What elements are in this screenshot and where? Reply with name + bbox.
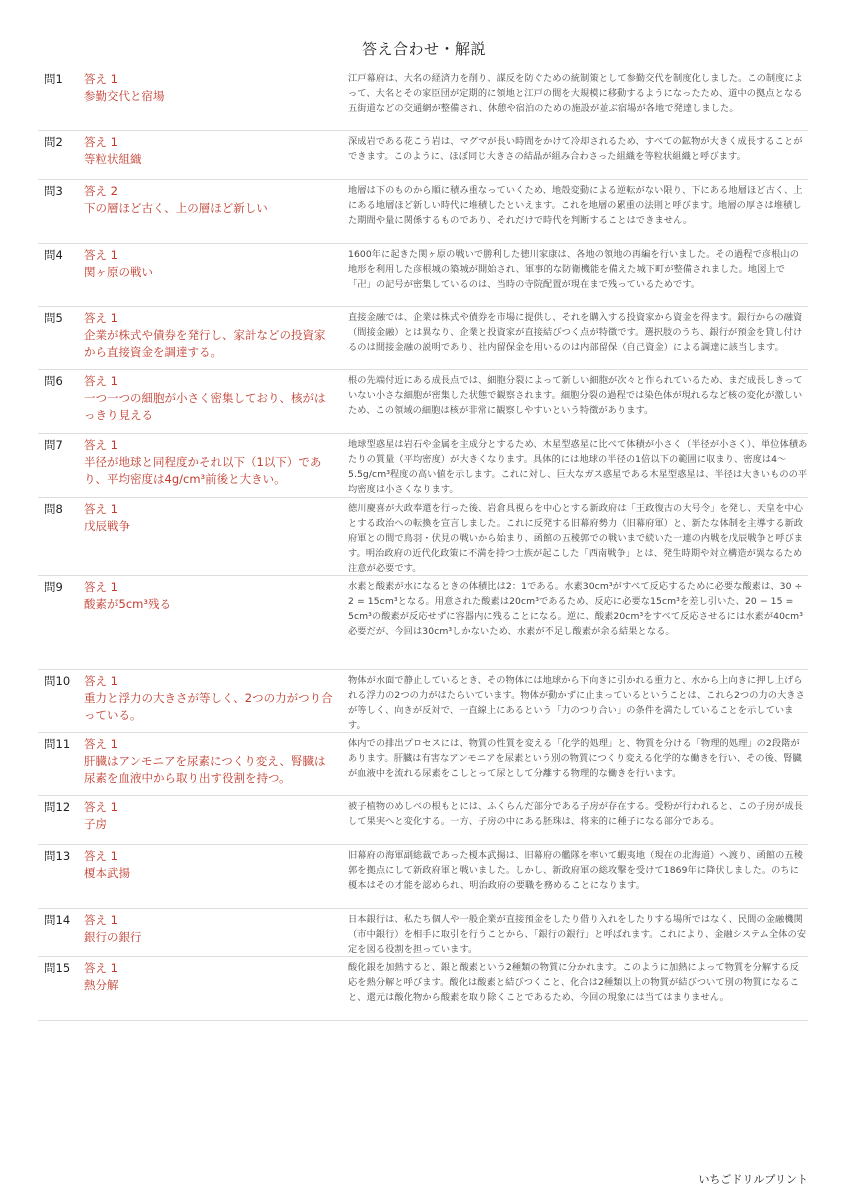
answer-row xyxy=(38,370,808,434)
question-number: 問5 xyxy=(44,311,63,325)
question-number: 問4 xyxy=(44,248,63,262)
answer-label: 答え 1 xyxy=(84,311,118,325)
answer-row xyxy=(38,434,808,498)
answer-text: 榎本武揚 xyxy=(84,866,130,880)
answer-label: 答え 1 xyxy=(84,135,118,149)
answer-row xyxy=(38,68,808,131)
answer-label: 答え 1 xyxy=(84,438,118,452)
answer-text: 下の層ほど古く、上の層ほど新しい xyxy=(84,201,268,215)
explanation-text: 日本銀行は、私たち個人や一般企業が直接預金をしたり借り入れをしたりする場所ではなく、民間の金融機関（市中銀行）を相手に取引を行うことから、「銀行の銀行」と呼ばれます。これにより、金融システム全体の安定を図る役割を担っています。 xyxy=(348,914,807,955)
answer-cell xyxy=(84,247,334,306)
answer-label: 答え 1 xyxy=(84,961,118,975)
answer-cell xyxy=(84,848,334,908)
explanation-text: 水素と酸素が水になるときの体積比は2：1である。水素30cm³がすべて反応するために必要な酸素は、30 ÷ 2 = 15cm³となる。用意された酸素は20cm³であるため、反応に必要な15cm³を差し引いた、20 − 15 = 5cm³の酸素が反応せずに容器内に残ることになる。逆に、酸素20cm³をすべて反応させるには水素が40cm³必要だが、今回は30cm³しかないため、水素が不足し酸素が余る結果となる。 xyxy=(348,581,803,637)
answer-row xyxy=(38,670,808,733)
answer-cell xyxy=(84,799,334,844)
question-number: 問7 xyxy=(44,438,63,452)
answer-label: 答え 1 xyxy=(84,674,118,688)
explanation-text: 1600年に起きた関ヶ原の戦いで勝利した徳川家康は、各地の領地の再編を行いました。その過程で彦根山の地形を利用した彦根城の築城が開始され、軍事的な防衛機能を備えた城下町が整備されました。地図上で「卍」の記号が密集しているのは、当時の寺院配置が現在まで残っているためです。 xyxy=(348,249,800,290)
answer-text: 企業が株式や債券を発行し、家計などの投資家から直接資金を調達する。 xyxy=(84,328,326,359)
answer-label: 答え 1 xyxy=(84,374,118,388)
explanation-text: 根の先端付近にある成長点では、細胞分裂によって新しい細胞が次々と作られているため、まだ成長しきっていない小さな細胞が密集した状態で観察されます。細胞分裂の過程では染色体が現れるなど核の変化が激しいため、この領域の細胞は核が非常に観察しやすいという特徴があります。 xyxy=(348,375,803,416)
answer-row xyxy=(38,796,808,845)
answer-text: 戊辰戦争 xyxy=(84,519,130,533)
answer-cell xyxy=(84,373,334,433)
answer-label: 答え 1 xyxy=(84,800,118,814)
answer-cell xyxy=(84,437,334,497)
answer-label: 答え 1 xyxy=(84,580,118,594)
answer-label: 答え 1 xyxy=(84,502,118,516)
explanation-text: 体内での排出プロセスには、物質の性質を変える「化学的処理」と、物質を分ける「物理的処理」の2段階があります。肝臓は有害なアンモニアを尿素という別の物質につくり変える化学的な働きを行い、その後、腎臓が血液中を流れる尿素をこしとって尿として分離する物理的な働きを行います。 xyxy=(348,738,802,779)
answer-cell xyxy=(84,134,334,179)
question-number: 問1 xyxy=(44,72,63,86)
explanation-text: 被子植物のめしべの根もとには、ふくらんだ部分である子房が存在する。受粉が行われると、この子房が成長して果実へと変化する。一方、子房の中にある胚珠は、将来的に種子になる部分である。 xyxy=(348,801,804,827)
question-number: 問15 xyxy=(44,961,71,975)
answer-label: 答え 1 xyxy=(84,913,118,927)
explanation-text: 地層は下のものから順に積み重なっていくため、地殻変動による逆転がない限り、下にある地層ほど古く、上にある地層ほど新しい時代に堆積したといえます。これを地層の累重の法則と呼びます。地層の厚さは堆積した期間や量に関係するものであり、それだけで時代を判断することはできません。 xyxy=(348,185,803,226)
explanation-text: 地球型惑星は岩石や金属を主成分とするため、木星型惑星に比べて体積が小さく（半径が小さく）、単位体積あたりの質量（平均密度）が大きくなります。具体的には地球の半径の1倍以下の範囲に収まり、密度は4～5.5g/cm³程度の高い値を示します。これに対し、巨大なガス惑星である木星型惑星は、半径は大きいものの平均密度は小さくなります。 xyxy=(348,439,808,495)
explanation-text: 深成岩である花こう岩は、マグマが長い時間をかけて冷却されるため、すべての鉱物が大きく成長することができます。このように、ほぼ同じ大きさの結晶が組み合わさった組織を等粒状組織と呼びます。 xyxy=(348,136,803,162)
answer-text: 酸素が5cm³残る xyxy=(84,597,171,611)
answer-cell xyxy=(84,310,334,369)
answer-text: 参勤交代と宿場 xyxy=(84,89,165,103)
question-number: 問8 xyxy=(44,502,63,516)
answer-row xyxy=(38,307,808,370)
answer-cell xyxy=(84,501,334,575)
question-number: 問9 xyxy=(44,580,63,594)
explanation-text: 徳川慶喜が大政奉還を行った後、岩倉具視らを中心とする新政府は「王政復古の大号令」を発し、天皇を中心とする政治への転換を宣言しました。これに反発する旧幕府勢力（旧幕府軍）と、新たな体制を主導する新政府軍との間で鳥羽・伏見の戦いから始まり、函館の五稜郭での戦いまで続いた一連の内戦を戊辰戦争と呼びます。明治政府の近代化政策に不満を持つ士族が起こした「西南戦争」とは、発生時期や対立構造が異なるため注意が必要です。 xyxy=(348,503,804,574)
explanation-text: 直接金融では、企業は株式や債券を市場に提供し、それを購入する投資家から資金を得ます。銀行からの融資（間接金融）とは異なり、企業と投資家が直接結びつく点が特徴です。選択肢のうち、銀行が預金を貸し付けるのは間接金融の説明であり、社内留保金を用いるのは内部留保（自己資金）による調達に該当します。 xyxy=(348,312,803,353)
question-number: 問3 xyxy=(44,184,63,198)
answer-cell xyxy=(84,912,334,956)
explanation-text: 物体が水面で静止しているとき、その物体には地球から下向きに引かれる重力と、水から上向きに押し上げられる浮力の2つの力がはたらいています。物体が動かずに止まっているということは、これら2つの力の大きさが等しく、向きが反対で、一直線上にあるという「力のつり合い」の条件を満たしていることを示しています。 xyxy=(348,675,805,731)
page-title: 答え合わせ・解説 xyxy=(361,40,486,58)
answer-row xyxy=(38,845,808,909)
answer-row xyxy=(38,733,808,796)
answer-cell xyxy=(84,960,334,1020)
answer-label: 答え 2 xyxy=(84,184,118,198)
question-number: 問10 xyxy=(44,674,71,688)
answer-text: 重力と浮力の大きさが等しく、2つの力がつり合っている。 xyxy=(84,691,333,722)
answer-row xyxy=(38,131,808,180)
answer-text: 半径が地球と同程度かそれ以下（1以下）であり、平均密度は4g/cm³前後と大きい。 xyxy=(84,455,322,486)
answer-text: 子房 xyxy=(84,817,107,831)
answer-text: 熱分解 xyxy=(84,978,119,992)
answer-cell xyxy=(84,736,334,795)
answer-label: 答え 1 xyxy=(84,849,118,863)
explanation-text: 酸化銀を加熱すると、銀と酸素という2種類の物質に分かれます。このように加熱によって物質を分解する反応を熱分解と呼びます。酸化は酸素と結びつくこと、化合は2種類以上の物質が結びついて別の物質になること、還元は酸化物から酸素を取り除くことであるため、今回の現象には当てはまりません。 xyxy=(348,962,800,1003)
answer-list xyxy=(38,68,808,1021)
answer-label: 答え 1 xyxy=(84,72,118,86)
answer-row xyxy=(38,498,808,576)
question-number: 問14 xyxy=(44,913,71,927)
answer-row xyxy=(38,576,808,670)
answer-cell xyxy=(84,71,334,130)
explanation-text: 江戸幕府は、大名の経済力を削り、謀反を防ぐための統制策として参勤交代を制度化しました。この制度によって、大名とその家臣団が定期的に領地と江戸の間を大規模に移動するようになったため、道中の拠点となる五街道などの交通網が整備され、休憩や宿泊のための施設が並ぶ宿場が各地で発達しました。 xyxy=(348,73,804,114)
question-number: 問2 xyxy=(44,135,63,149)
answer-row xyxy=(38,909,808,957)
publisher-footer: いちごドリルプリント xyxy=(698,1173,808,1186)
answer-text: 肝臓はアンモニアを尿素につくり変え、腎臓は尿素を血液中から取り出す役割を持つ。 xyxy=(84,754,326,785)
answer-label: 答え 1 xyxy=(84,737,118,751)
answer-row xyxy=(38,180,808,244)
answer-cell xyxy=(84,673,334,732)
answer-cell xyxy=(84,183,334,243)
answer-text: 銀行の銀行 xyxy=(84,930,142,944)
answer-cell xyxy=(84,579,334,669)
answer-label: 答え 1 xyxy=(84,248,118,262)
answer-row xyxy=(38,957,808,1021)
question-number: 問6 xyxy=(44,374,63,388)
question-number: 問12 xyxy=(44,800,71,814)
answer-text: 関ヶ原の戦い xyxy=(84,265,153,279)
answer-row xyxy=(38,244,808,307)
explanation-text: 旧幕府の海軍副総裁であった榎本武揚は、旧幕府の艦隊を率いて蝦夷地（現在の北海道）へ渡り、函館の五稜郭を拠点にして新政府軍と戦いました。しかし、新政府軍の総攻撃を受けて1869年に降伏しました。のちに榎本はその才能を認められ、明治政府の要職を務めることになります。 xyxy=(348,850,803,891)
answer-text: 一つ一つの細胞が小さく密集しており、核がはっきり見える xyxy=(84,391,326,422)
question-number: 問11 xyxy=(44,737,71,751)
question-number: 問13 xyxy=(44,849,71,863)
answer-text: 等粒状組織 xyxy=(84,152,142,166)
